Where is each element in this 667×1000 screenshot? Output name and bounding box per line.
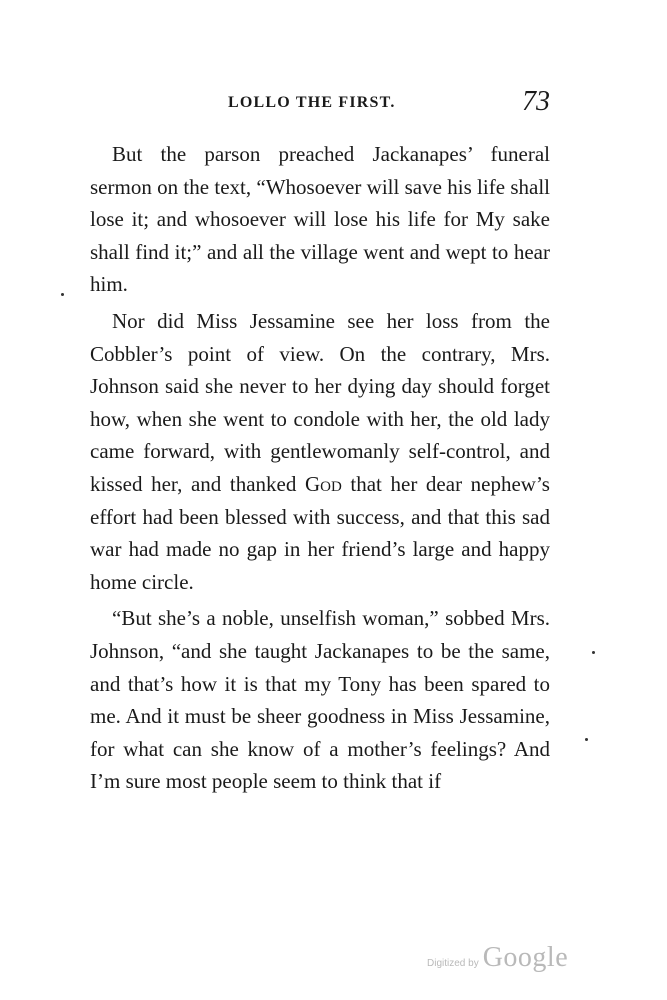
watermark-brand: Google (482, 942, 569, 973)
ink-speck (592, 651, 595, 654)
watermark-prefix: Digitized by (427, 958, 479, 969)
ink-speck (61, 293, 64, 296)
paragraph-1: But the parson preached Jackanapes’ funeral sermon on the text, “Whosoever will save his life shall lose it; and whosoever will lose his life for My sake shall find it;” and all the village went and wept to hear him. (90, 142, 550, 297)
running-head (90, 86, 550, 122)
running-title: LOLLO THE FIRST. (228, 94, 396, 111)
ink-speck (585, 738, 588, 741)
paragraph-2-text-b: that her dear nephew’s effort had been blessed with success, and that this sad war had made no gap in her friend’s large and happy home circle. (90, 471, 550, 594)
small-caps-god: God (304, 471, 342, 496)
body-text (90, 138, 550, 798)
paragraph-2-text-a: Nor did Miss Jessamine see her loss from the Cobbler’s point of view. On the contrary, Mrs. Johnson said she never to her dying day should forget how, when she went to condole with her, the old lady came forward, with gentlewomanly self-control, and kissed her, and thanked (90, 308, 550, 496)
paragraph-3: “But she’s a noble, unselfish woman,” sobbed Mrs. Johnson, “and she taught Jackanapes to be the same, and that’s how it is that my Tony has been spared to me. And it must be sheer goodness in Miss Jessamine, for what can she know of a mother’s feelings? And I’m sure most people seem to think that if (90, 606, 550, 794)
page-number: 73 (522, 86, 550, 117)
paragraph-2 (90, 305, 550, 598)
digitized-by-google-watermark (427, 942, 568, 974)
